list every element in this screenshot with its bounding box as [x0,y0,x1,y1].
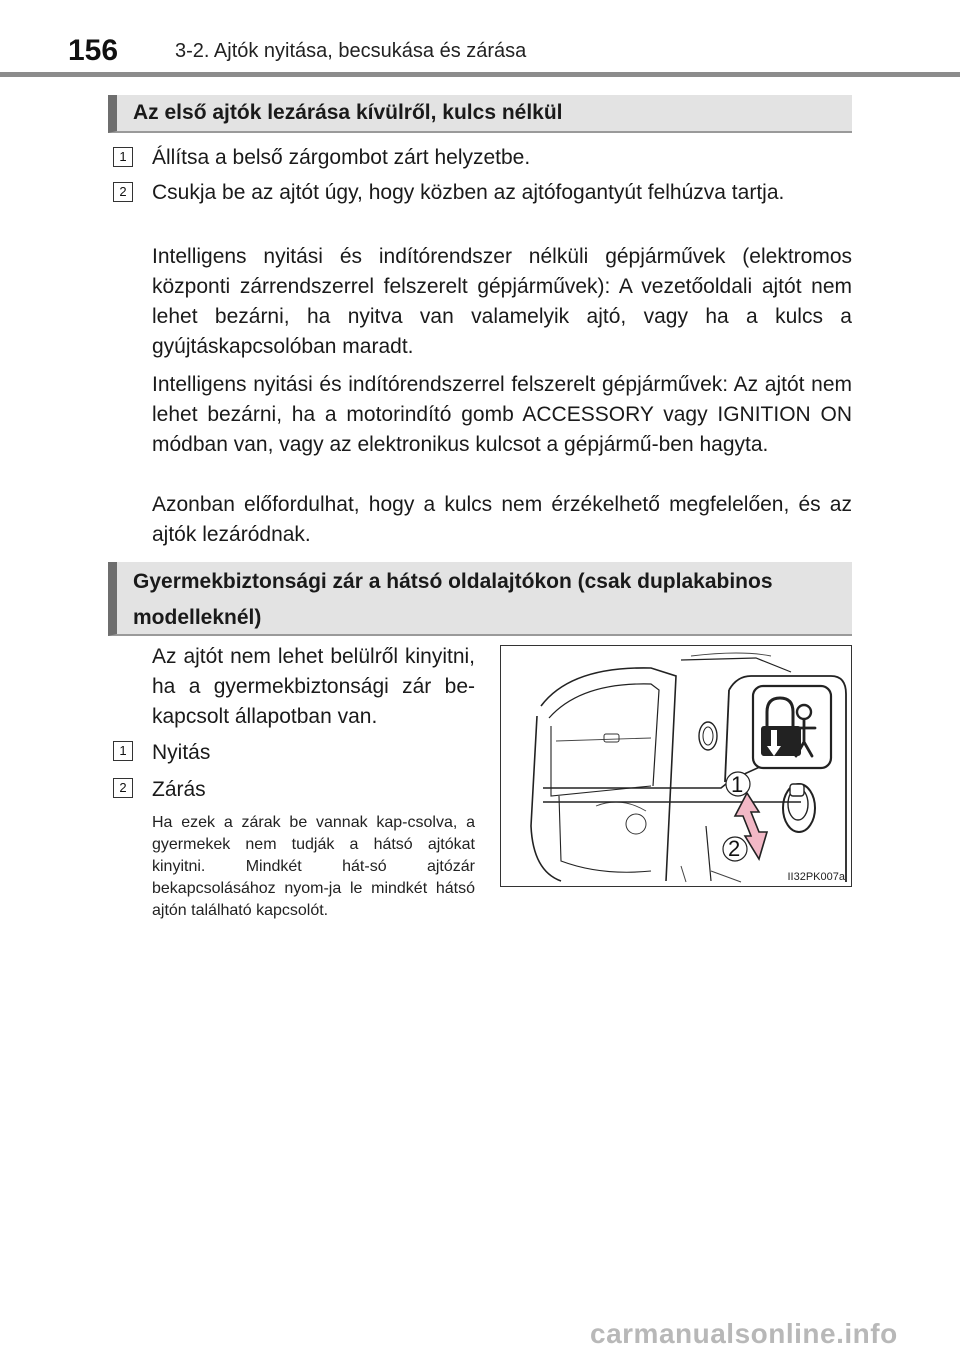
step-2 [113,175,853,241]
paragraph-no-smart-system: Intelligens nyitási és indítórendszer nélküli gépjárművek (elektromos központi zárrendszerrel felszerelt gépjárművek): A vezetőoldali ajtót nem lehet bezárni, ha nyitva van valamelyik ajtó, vagy ha a kulcs a gyújtáskapcsolóban maradt. [152,245,852,358]
callout-close: 2 [728,836,741,861]
section-title-front-doors: Az első ajtók lezárása kívülről, kulcs nélkül [108,95,852,133]
list-item-close [113,772,473,807]
child-lock-illustration [500,645,852,887]
paragraph-smart-system: Intelligens nyitási és indítórendszerrel felszerelt gépjárművek: Az ajtót nem lehet bezárni, ha a motorindító gomb ACCESSORY vagy IGNITION ON módban van, vagy az elektronikus kulcsot a gépjármű-ben hagyta. [152,373,852,456]
running-title: 3-2. Ajtók nyitása, becsukása és zárása [175,40,527,62]
item-label: Zárás [152,778,206,801]
step-number-box: 1 [113,147,133,167]
section-title-child-lock: Gyermekbiztonsági zár a hátsó oldalajtókon (csak duplakabinos modelleknél) [108,562,852,636]
door-drawing [501,646,852,887]
paragraph-key-warning: Azonban előfordulhat, hogy a kulcs nem érzékelhető megfelelően, és az ajtók lezáródnak. [152,493,852,546]
page-header [0,0,960,80]
figure-code: II32PK007a [787,871,845,883]
callout-open: 1 [731,772,744,797]
item-label: Nyitás [152,741,211,764]
child-lock-note: Ha ezek a zárak be vannak kap-csolva, a gyermekek nem tudják a hátsó ajtókat kinyitni. Mindkét hát-só ajtózár bekapcsolásához nyom-ja le mindkét hátsó ajtón található kapcsolót. [152,814,475,919]
page-number: 156 [68,34,119,67]
list-item-open [113,735,473,770]
watermark: carmanualsonline.info [590,1318,898,1349]
paragraph-child-lock-intro: Az ajtót nem lehet belülről kinyitni, ha a gyermekbiztonsági zár be-kapcsolt állapotban van. [152,645,475,728]
step-number-box: 2 [113,182,133,202]
step-text: Csukja be az ajtót úgy, hogy közben az ajtófogantyút felhúzva tartja. [152,181,785,204]
item-number-box: 1 [113,741,133,761]
header-rule [0,72,960,77]
step-text: Állítsa a belső zárgombot zárt helyzetbe. [152,146,531,169]
item-number-box: 2 [113,778,133,798]
step-1 [113,140,853,175]
